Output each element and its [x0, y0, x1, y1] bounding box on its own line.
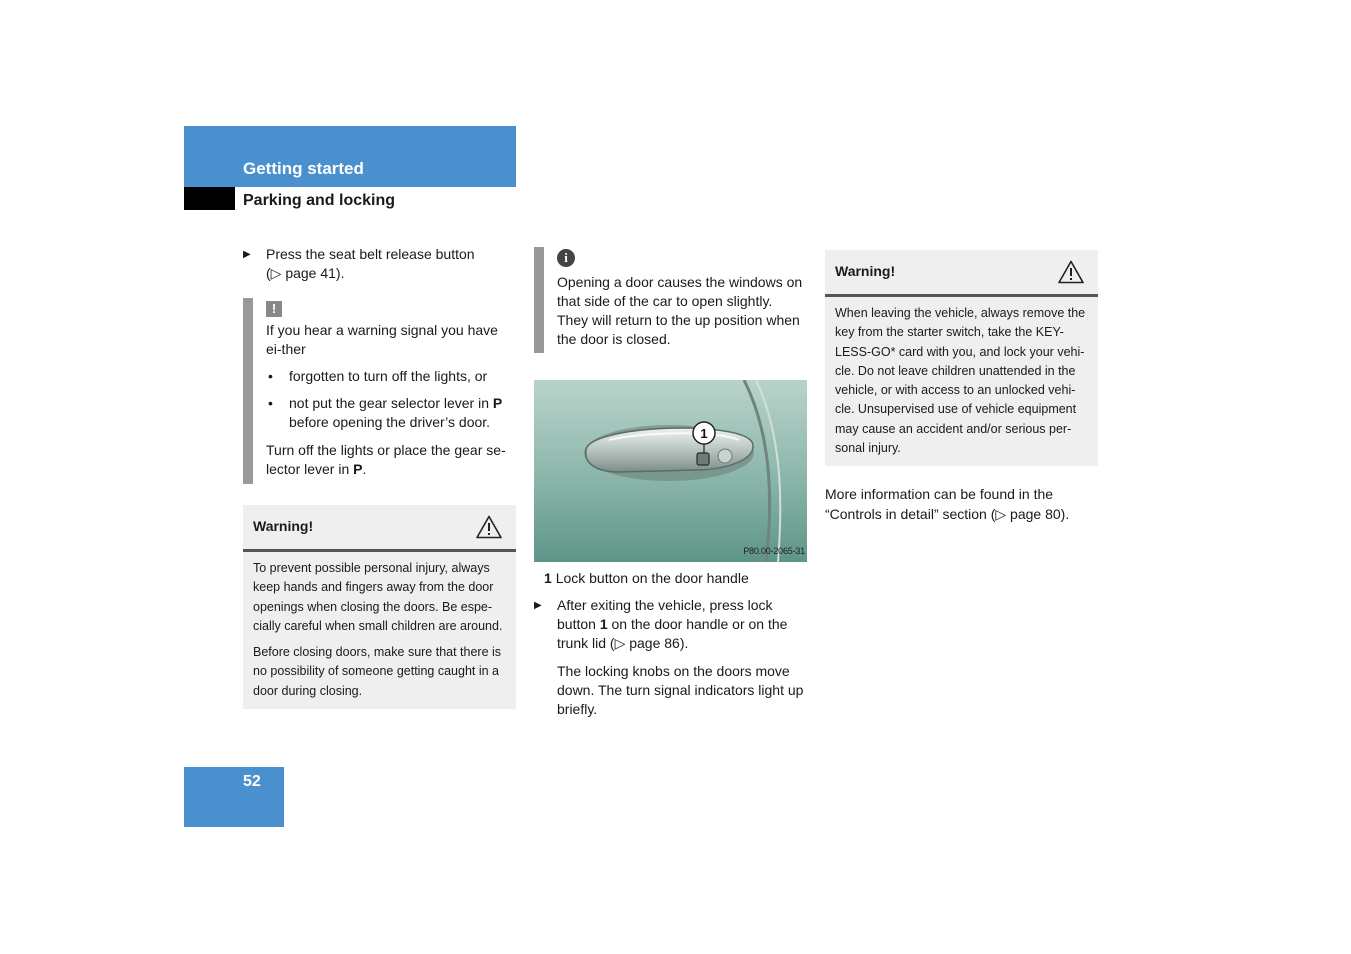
column-middle	[534, 247, 807, 719]
warning-triangle-icon	[476, 515, 502, 539]
more-info-text: More information can be found in the “Controls in detail” section (▷ page 80).	[825, 486, 1070, 523]
note-bar	[243, 298, 253, 484]
page-reference: (▷ page 41).	[266, 265, 345, 281]
triangle-right-icon: ▶	[534, 600, 542, 611]
note-list-item: • not put the gear selector lever in P before opening the driver’s door.	[268, 395, 503, 430]
note-box	[243, 298, 516, 484]
section-tab-marker	[184, 187, 235, 210]
page-number-box	[184, 767, 284, 827]
figure-callout-1: 1	[700, 426, 708, 441]
column-right	[825, 250, 1098, 524]
info-text: Opening a door causes the windows on that side of the car to open slightly. They will return to the up position when the door is closed.	[557, 274, 803, 347]
page-number: 52	[243, 773, 261, 790]
warning-title: Warning!	[253, 518, 314, 534]
warning-header	[825, 250, 1098, 297]
warning-body: To prevent possible personal injury, always keep hands and fingers away from the door openings when closing the doors. Be espe-cially careful when small children are around. Before closing doors, make sure that there is no possibility of someone getting caught in a door during closing.	[253, 561, 503, 698]
note-intro: If you hear a warning signal you have ei-ther	[266, 322, 498, 357]
section-title: Getting started	[243, 159, 364, 178]
triangle-right-icon: ▶	[243, 249, 251, 260]
warning-header	[243, 505, 516, 552]
figure-code: P80.00-2065-31	[743, 546, 805, 556]
warning-title: Warning!	[835, 263, 896, 279]
warning-box-doors	[243, 505, 516, 709]
warning-triangle-icon	[1058, 260, 1084, 284]
figure-legend	[534, 569, 807, 588]
warning-body: When leaving the vehicle, always remove the key from the starter switch, take the KEY-LESS-GO* card with you, and lock your vehi-cle. Do not leave children unattended in the vehicle, or with access to an unlocked vehi-cle. Unsupervised use of vehicle equipment may cause an accident and/or serious per-sonal injury.	[835, 306, 1086, 456]
note-outro: Turn off the lights or place the gear se-lector lever in P.	[266, 442, 506, 477]
legend-number: 1	[544, 570, 552, 586]
step-release-seatbelt	[243, 245, 516, 283]
info-bar	[534, 247, 544, 353]
note-list-item: • forgotten to turn off the lights, or	[268, 368, 488, 384]
info-box	[534, 247, 807, 353]
door-handle-illustration	[534, 380, 807, 562]
subsection-title: Parking and locking	[243, 192, 396, 209]
door-handle-figure	[534, 380, 807, 562]
column-left	[243, 245, 516, 709]
legend-text: Lock button on the door handle	[555, 570, 749, 586]
warning-box-leaving	[825, 250, 1098, 466]
step-result: The locking knobs on the doors move down. The turn signal indicators light up briefly.	[557, 663, 804, 717]
exclamation-icon: !	[266, 301, 282, 317]
step-press-lock: ▶ After exiting the vehicle, press lock button 1 on the door handle or on the trunk lid (▷ page 86).	[534, 597, 788, 651]
step-text: Press the seat belt release button	[266, 246, 475, 262]
info-icon: i	[557, 249, 575, 267]
